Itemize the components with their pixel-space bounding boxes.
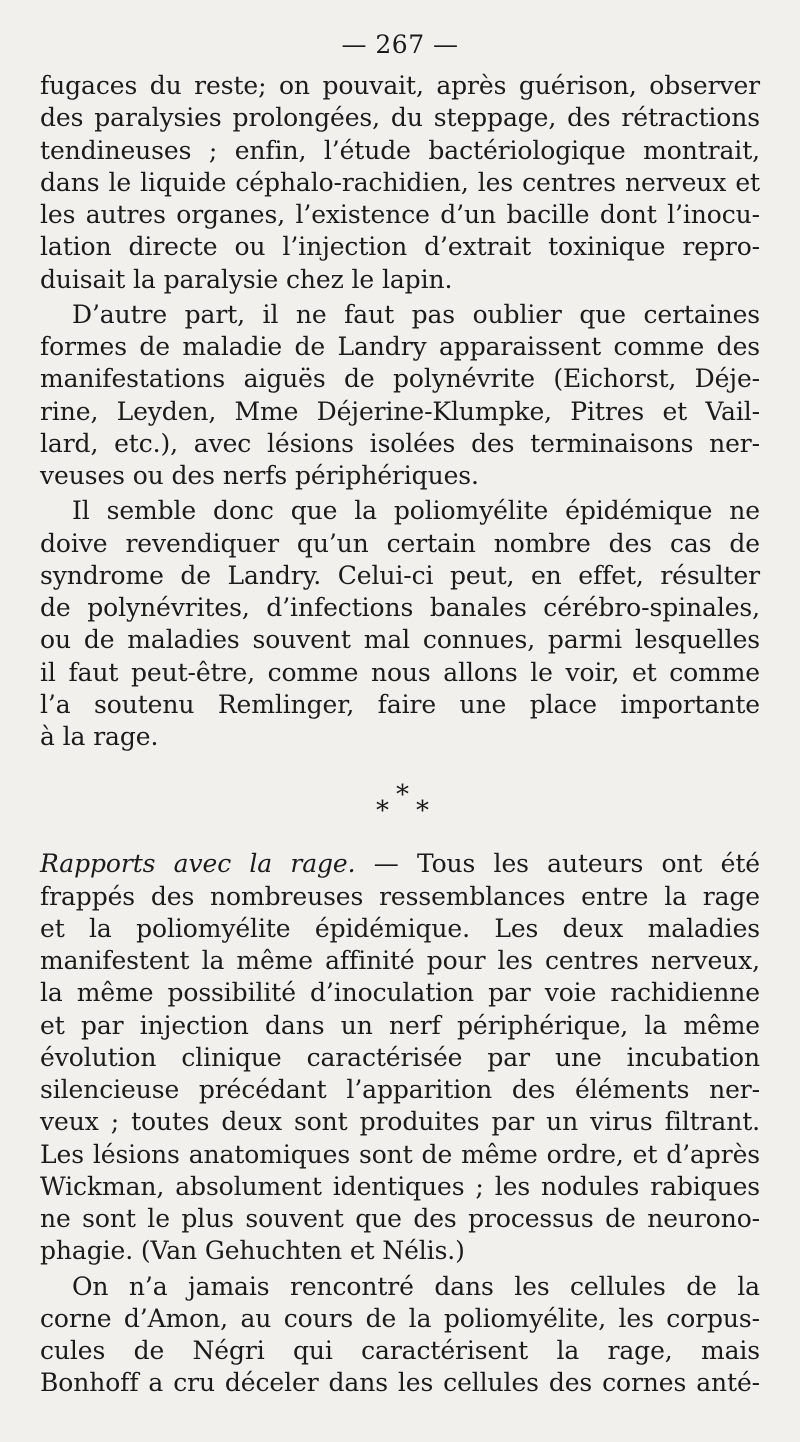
book-page	[40, 28, 760, 1428]
text-line: syndrome de Landry. Celui-ci peut, en effet, résulter	[40, 560, 760, 590]
text-line: à la rage.	[40, 722, 159, 751]
text-line: frappés des nombreuses ressemblances entre la rage	[40, 881, 760, 911]
text-line: formes de maladie de Landry apparaissent comme des	[40, 332, 760, 361]
asterism-star: *	[396, 780, 409, 811]
text-line: veux ; toutes deux sont produites par un virus filtrant.	[40, 1107, 760, 1137]
text-line: rine, Leyden, Mme Déjerine-Klumpke, Pitres et Vail-	[40, 396, 760, 426]
text-span: — Tous les auteurs ont été	[355, 849, 761, 879]
text-line: cules de Négri qui caractérisent la rage, mais	[40, 1336, 760, 1365]
text-line: doive revendiquer qu’un certain nombre des cas de	[40, 528, 760, 558]
asterism-star: *	[416, 796, 429, 827]
text-line: Les lésions anatomiques sont de même ordre, et d’après	[40, 1139, 760, 1169]
paragraph-2	[40, 299, 760, 493]
asterism-divider	[40, 756, 760, 848]
text-line: veuses ou des nerfs périphériques.	[40, 461, 479, 490]
paragraph-3	[40, 495, 760, 753]
text-line: Il semble donc que la poliomyélite épidémique ne	[72, 496, 760, 526]
text-line: Bonhoff a cru déceler dans les cellules des cornes anté-	[40, 1368, 760, 1398]
text-line: et la poliomyélite épidémique. Les deux maladies	[40, 913, 760, 943]
asterism-star: *	[376, 796, 389, 827]
section-heading: Rapports avec la rage.	[40, 849, 356, 879]
text-line: l’a soutenu Remlinger, faire une place importante	[40, 689, 760, 719]
text-line: manifestent la même affinité pour les centres nerveux,	[40, 946, 760, 975]
text-line: il faut peut-être, comme nous allons le voir, et comme	[40, 657, 760, 687]
paragraph-4	[40, 848, 760, 1267]
text-line	[40, 848, 760, 880]
text-line: duisait la paralysie chez le lapin.	[40, 264, 453, 294]
text-line: tendineuses ; enfin, l’étude bactériologique montrait,	[40, 135, 760, 165]
text-line: les autres organes, l’existence d’un bacille dont l’inocu-	[40, 200, 760, 229]
text-line: silencieuse précédant l’apparition des éléments ner-	[40, 1075, 760, 1104]
text-line: phagie. (Van Gehuchten et Nélis.)	[40, 1236, 465, 1266]
text-line: D’autre part, il ne faut pas oublier que certaines	[72, 299, 760, 329]
text-line: lation directe ou l’injection d’extrait toxinique repro-	[40, 232, 760, 262]
text-line: On n’a jamais rencontré dans les cellules de la	[72, 1271, 760, 1301]
text-line: de polynévrites, d’infections banales cérébro-spinales,	[40, 593, 760, 622]
text-line: la même possibilité d’inoculation par voie rachidienne	[40, 978, 760, 1008]
paragraph-5	[40, 1271, 760, 1400]
text-line: corne d’Amon, au cours de la poliomyélite, les corpus-	[40, 1303, 760, 1333]
text-line: et par injection dans un nerf périphérique, la même	[40, 1010, 760, 1040]
text-line: des paralysies prolongées, du steppage, des rétractions	[40, 103, 760, 133]
text-line: fugaces du reste; on pouvait, après guérison, observer	[40, 71, 760, 100]
text-line: ou de maladies souvent mal connues, parmi lesquelles	[40, 625, 760, 655]
text-line: manifestations aiguës de polynévrite (Eichorst, Déje-	[40, 364, 760, 394]
page-number: — 267 —	[341, 30, 459, 59]
text-line: dans le liquide céphalo-rachidien, les centres nerveux et	[40, 167, 760, 197]
text-line: Wickman, absolument identiques ; les nodules rabiques	[40, 1171, 760, 1201]
text-line: lard, etc.), avec lésions isolées des terminaisons ner-	[40, 428, 760, 458]
text-line: ne sont le plus souvent que des processus de neurono-	[40, 1204, 760, 1233]
text-line: évolution clinique caractérisée par une incubation	[40, 1042, 760, 1072]
paragraph-1	[40, 70, 760, 296]
